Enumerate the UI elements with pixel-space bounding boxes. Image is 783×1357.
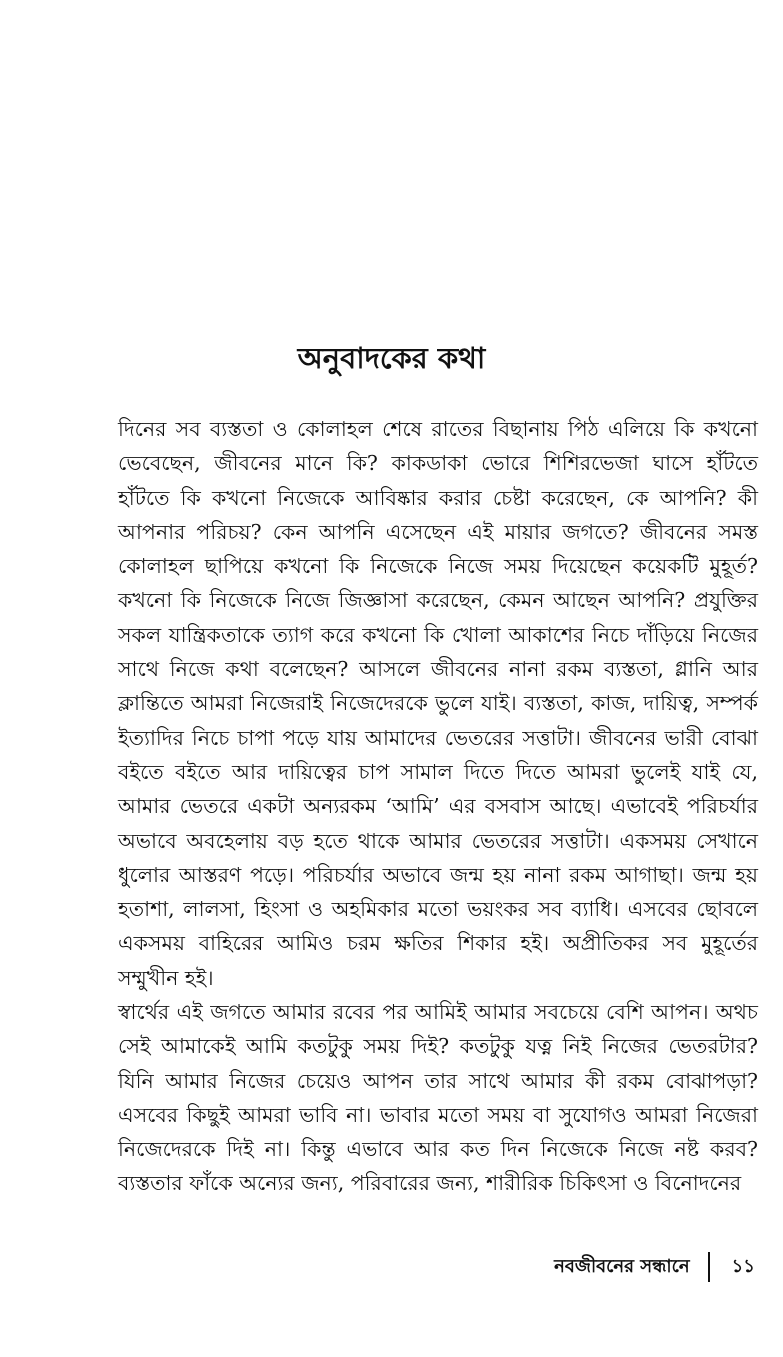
running-book-title: নবজীবনের সন্ধানে (554, 1255, 690, 1277)
paragraph-2: স্বার্থের এই জগতে আমার রবের পর আমিই আমার সবচেয়ে বেশি আপন। অথচ সেই আমাকেই আমি কতটুকু সময় দিই? কতটুকু যত্ন নিই নিজের ভেতরটার? যিনি আমার নিজের চেয়েও আপন তার সাথে আমার কী রকম বোঝাপড়া? এসবের কিছুই আমরা ভাবি না। ভাবার মতো সময় বা সুযোগও আমরা নিজেরা নিজেদেরকে দিই না। কিন্তু এভাবে আর কত দিন নিজেকে নিজে নষ্ট করব? ব্যস্ততার ফাঁকে অন্যের জন্য, পরিবারের জন্য, শারীরিক চিকিৎসা ও বিনোদনের (118, 1000, 758, 1196)
page-footer (554, 1250, 755, 1284)
footer-divider (708, 1252, 710, 1282)
chapter-title: অনুবাদকের কথা (297, 341, 486, 375)
paragraph-1: দিনের সব ব্যস্ততা ও কোলাহল শেষে রাতের বিছানায় পিঠ এলিয়ে কি কখনো ভেবেছেন, জীবনের মানে কি? কাকডাকা ভোরে শিশিরভেজা ঘাসে হাঁটতে হাঁটতে কি কখনো নিজেকে আবিষ্কার করার চেষ্টা করেছেন, কে আপনি? কী আপনার পরিচয়? কেন আপনি এসেছেন এই মায়ার জগতে? জীবনের সমস্ত কোলাহল ছাপিয়ে কখনো কি নিজেকে নিজে সময় দিয়েছেন কয়েকটি মুহূর্ত? কখনো কি নিজেকে নিজে জিজ্ঞাসা করেছেন, কেমন আছেন আপনি? প্রযুক্তির সকল যান্ত্রিকতাকে ত্যাগ করে কখনো কি খোলা আকাশের নিচে দাঁড়িয়ে নিজের সাথে নিজে কথা বলেছেন? আসলে জীবনের নানা রকম ব্যস্ততা, গ্লানি আর ক্লান্তিতে আমরা নিজেরাই নিজেদেরকে ভুলে যাই। ব্যস্ততা, কাজ, দায়িত্ব, সম্পর্ক ইত্যাদির নিচে চাপা পড়ে যায় আমাদের ভেতরের সত্তাটা। জীবনের ভারী বোঝা বইতে বইতে আর দায়িত্বের চাপ সামাল দিতে দিতে আমরা ভুলেই যাই যে, আমার ভেতরে একটা অন্যরকম ‘আমি’ এর বসবাস আছে। এভাবেই পরিচর্যার অভাবে অবহেলায় বড় হতে থাকে আমার ভেতরের সত্তাটা। একসময় সেখানে ধুলোর আস্তরণ পড়ে। পরিচর্যার অভাবে জন্ম হয় নানা রকম আগাছা। জন্ম হয় হতাশা, লালসা, হিংসা ও অহমিকার মতো ভয়ংকর সব ব্যাধি। এসবের ছোবলে একসময় বাহিরের আমিও চরম ক্ষতির শিকার হই। অপ্রীতিকর সব মুহূর্তের সম্মুখীন হই। (118, 417, 758, 990)
page-number: ১১ (731, 1255, 755, 1277)
